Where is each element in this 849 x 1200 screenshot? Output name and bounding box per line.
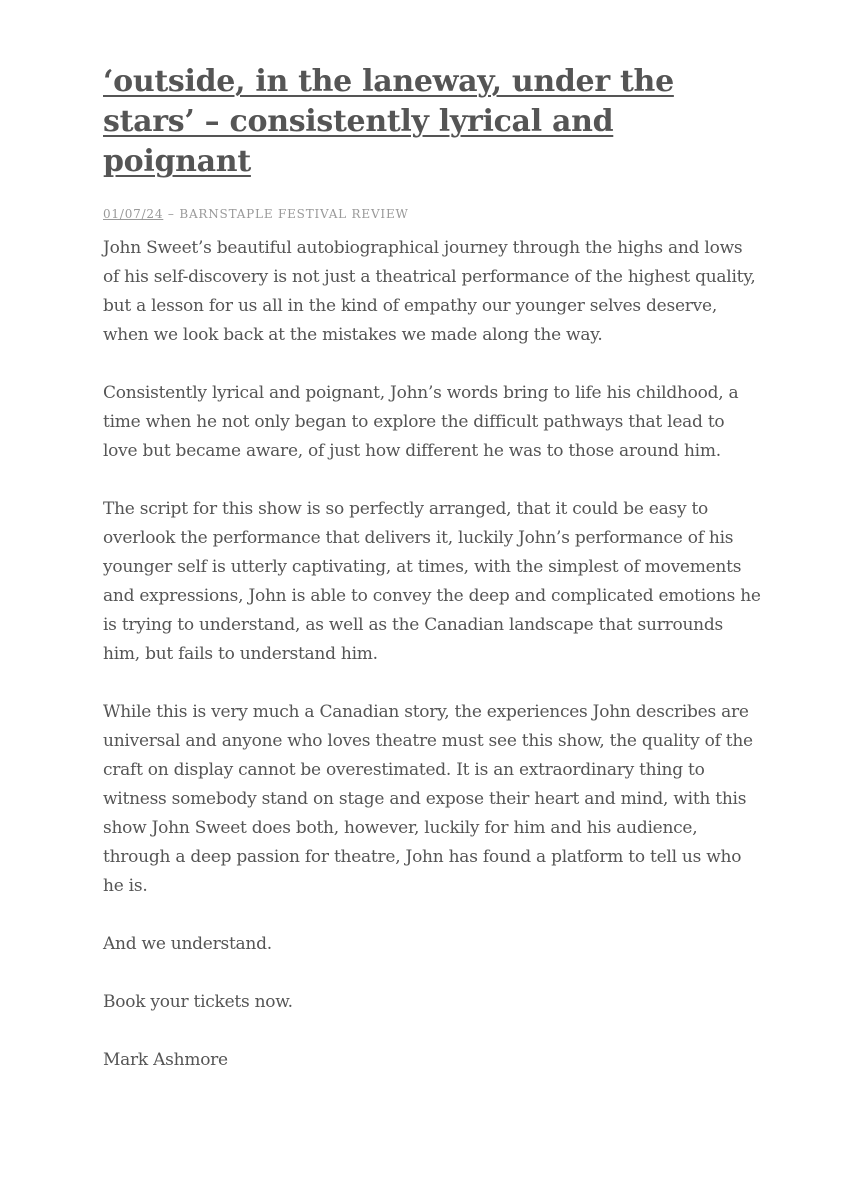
article-meta bbox=[103, 206, 763, 222]
article-title-link[interactable]: ‘outside, in the laneway, under the stars’ – consistently lyrical and poignant bbox=[103, 64, 674, 179]
article-date-link[interactable]: 01/07/24 bbox=[103, 207, 164, 221]
author-signoff: Mark Ashmore bbox=[103, 1050, 228, 1070]
meta-separator: – bbox=[163, 207, 180, 221]
article-category: BARNSTAPLE FESTIVAL REVIEW bbox=[179, 207, 409, 221]
paragraph-understand: And we understand. bbox=[103, 934, 272, 954]
article-body bbox=[103, 234, 763, 1075]
paragraph-lyrical: Consistently lyrical and poignant, John’s words bring to life his childhood, a time when he not only began to explore the difficult pathways that lead to love but became aware, of just how different he was to those around him. bbox=[103, 383, 739, 461]
paragraph-script: The script for this show is so perfectly arranged, that it could be easy to overlook the performance that delivers it, luckily John’s performance of his younger self is utterly captivating, at times, with the simplest of movements and expressions, John is able to convey the deep and complicated emotions he is trying to understand, as well as the Canadian landscape that surrounds him, but fails to understand him. bbox=[103, 499, 761, 664]
article-title bbox=[103, 62, 763, 182]
article bbox=[103, 62, 763, 1104]
paragraph-canadian-story: While this is very much a Canadian story, the experiences John describes are universal and anyone who loves theatre must see this show, the quality of the craft on display cannot be overestimated. It is an extraordinary thing to witness somebody stand on stage and expose their heart and mind, with this show John Sweet does both, however, luckily for him and his audience, through a deep passion for theatre, John has found a platform to tell us who he is. bbox=[103, 702, 753, 896]
paragraph-book-tickets: Book your tickets now. bbox=[103, 992, 293, 1012]
paragraph-intro: John Sweet’s beautiful autobiographical journey through the highs and lows of his self-discovery is not just a theatrical performance of the highest quality, but a lesson for us all in the kind of empathy our younger selves deserve, when we look back at the mistakes we made along the way. bbox=[103, 238, 756, 345]
